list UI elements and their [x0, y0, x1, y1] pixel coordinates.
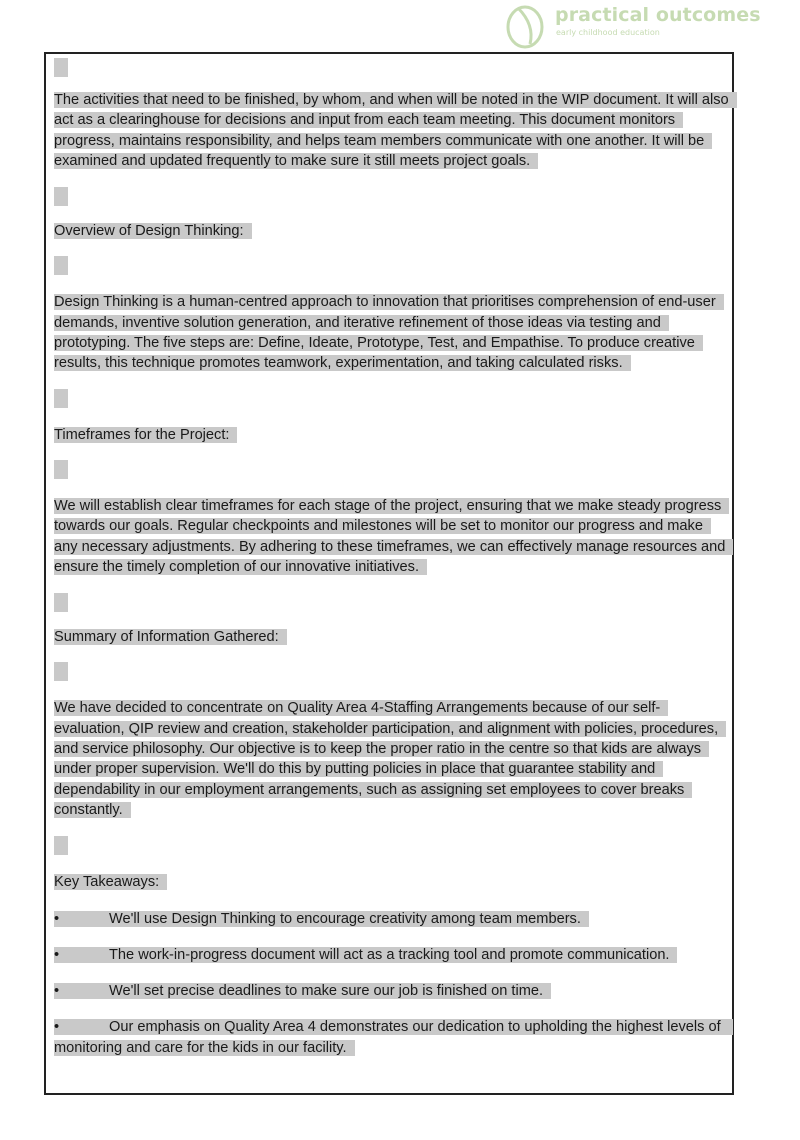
wip-paragraph: The activities that need to be finished, by whom, and when will be noted in the WIP document. It will also act as a clearinghouse for decisions and input from each team meeting. This document monitors progress, maintains responsibility, and helps team members communicate with one another. It will be examined and updated frequently to make sure it still meets project goals.: [54, 90, 729, 171]
empty-paragraph-marker: [54, 836, 68, 855]
takeaway-item: • Our emphasis on Quality Area 4 demonstrates our dedication to upholding the highest levels of monitoring and care for the kids in our facility.: [54, 1017, 729, 1058]
logo-mark-icon: [504, 0, 552, 50]
design-thinking-paragraph: Design Thinking is a human-centred approach to innovation that prioritises comprehension of end-user demands, inventive solution generation, and iterative refinement of those ideas via testing and prototyping. The five steps are: Define, Ideate, Prototype, Test, and Empathise. To produce creative results, this technique promotes teamwork, experimentation, and taking calculated risks.: [54, 292, 729, 373]
logo-tagline: early childhood education: [556, 28, 660, 37]
summary-heading: Summary of Information Gathered:: [54, 627, 729, 647]
empty-paragraph-marker: [54, 389, 68, 408]
timeframes-heading: Timeframes for the Project:: [54, 425, 729, 445]
takeaways-heading: Key Takeaways:: [54, 872, 729, 892]
empty-paragraph-marker: [54, 460, 68, 479]
empty-paragraph-marker: [54, 58, 68, 77]
empty-paragraph-marker: [54, 662, 68, 681]
logo-name: practical outcomes: [555, 4, 761, 26]
empty-paragraph-marker: [54, 187, 68, 206]
timeframes-paragraph: We will establish clear timeframes for each stage of the project, ensuring that we make steady progress towards our goals. Regular checkpoints and milestones will be set to monitor our progress and make any necessary adjustments. By adhering to these timeframes, we can effectively manage resources and ensure the timely completion of our innovative initiatives.: [54, 496, 729, 577]
takeaway-item: • We'll use Design Thinking to encourage creativity among team members.: [54, 909, 729, 929]
takeaway-item: • The work-in-progress document will act as a tracking tool and promote communication.: [54, 945, 729, 965]
document-body: [54, 52, 729, 1058]
practical-outcomes-logo: [504, 0, 761, 50]
summary-paragraph: We have decided to concentrate on Quality Area 4-Staffing Arrangements because of our self-evaluation, QIP review and creation, stakeholder participation, and alignment with policies, procedures, and service philosophy. Our objective is to keep the proper ratio in the centre so that kids are always under proper supervision. We'll do this by putting policies in place that guarantee stability and dependability in our employment arrangements, such as assigning set employees to cover breaks constantly.: [54, 698, 729, 820]
takeaway-item: • We'll set precise deadlines to make sure our job is finished on time.: [54, 981, 729, 1001]
empty-paragraph-marker: [54, 256, 68, 275]
empty-paragraph-marker: [54, 593, 68, 612]
design-thinking-heading: Overview of Design Thinking:: [54, 221, 729, 241]
